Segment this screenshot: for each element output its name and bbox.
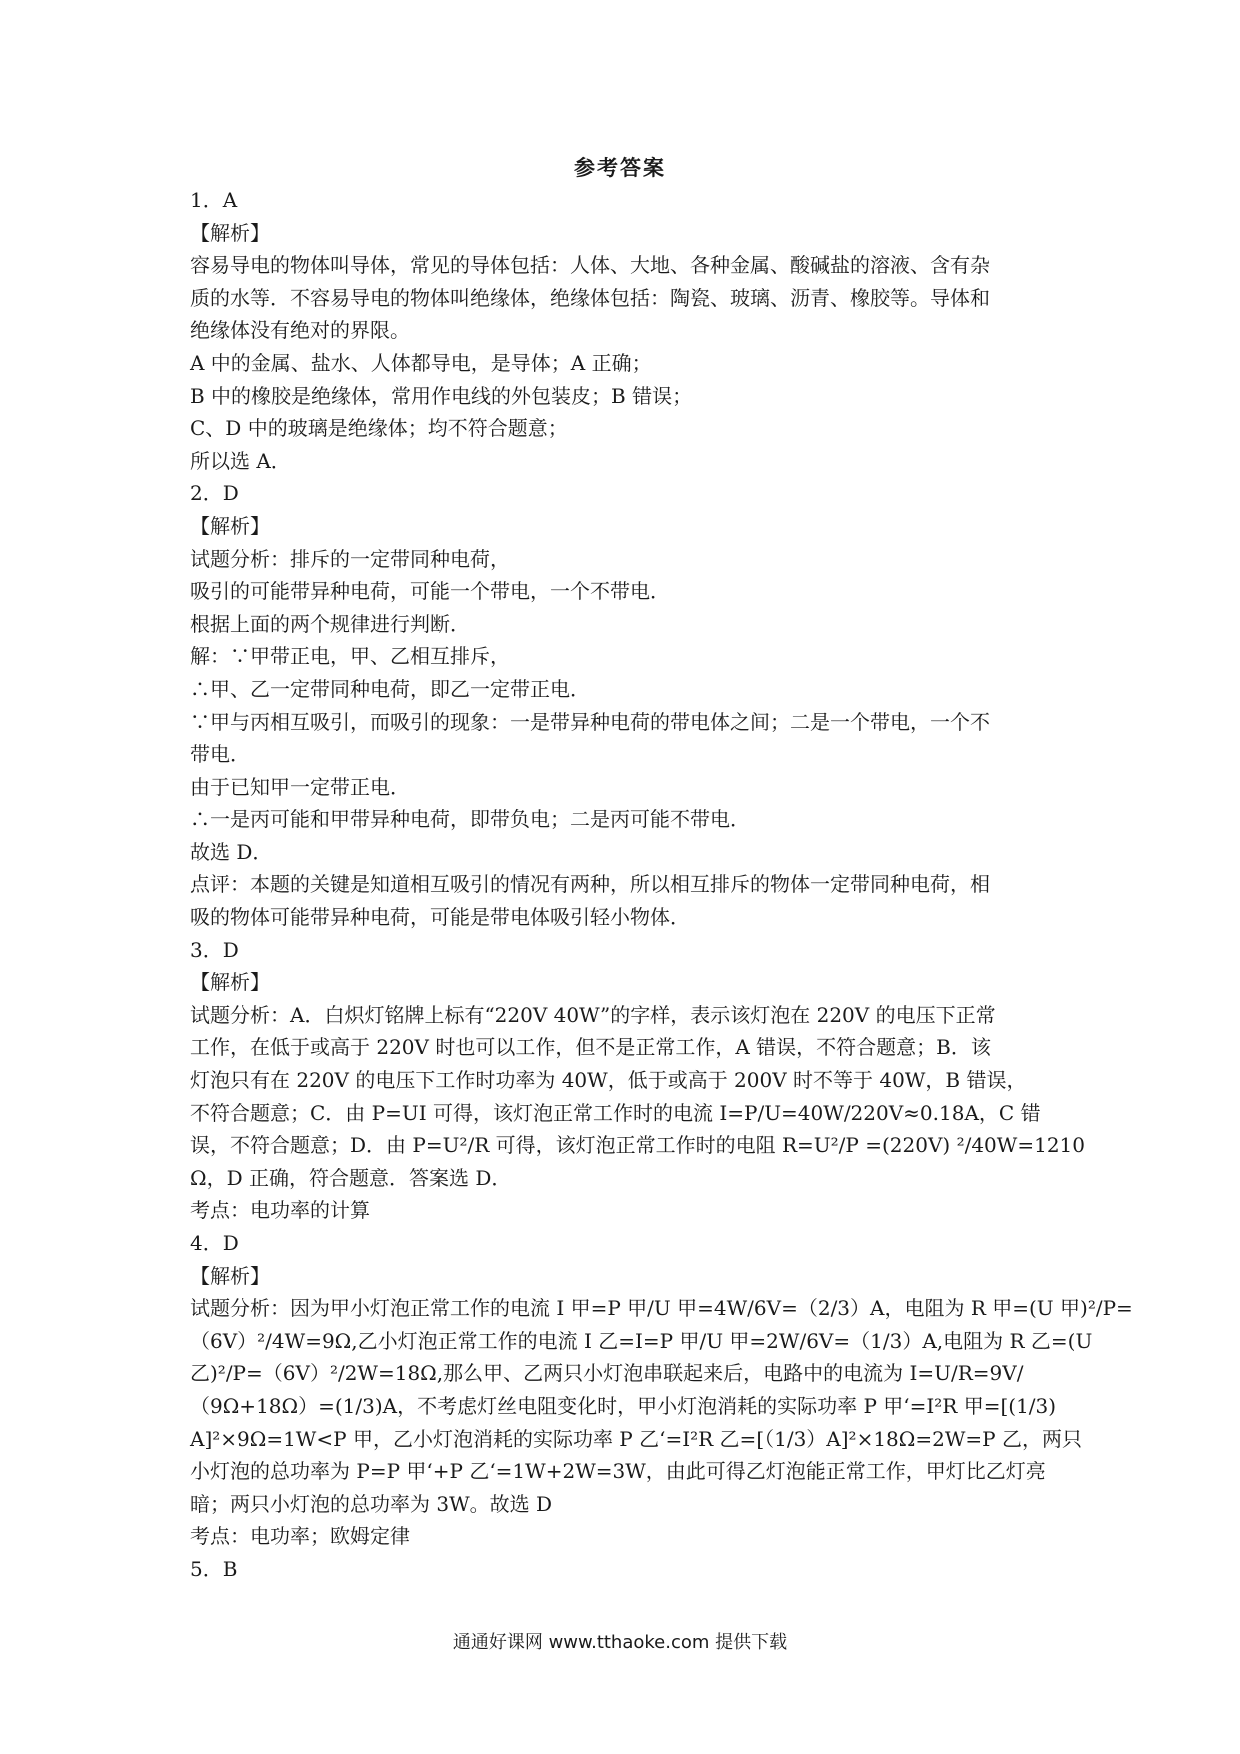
text-line: 暗；两只小灯泡的总功率为 3W。故选 D bbox=[190, 1491, 553, 1516]
text-line: 根据上面的两个规律进行判断． bbox=[190, 611, 470, 636]
text-line: 带电． bbox=[190, 742, 250, 767]
text-line: 3．D bbox=[190, 937, 239, 962]
text-line: 1．A bbox=[190, 188, 238, 212]
text-line: 【解析】 bbox=[190, 970, 270, 995]
text-line: ∵甲与丙相互吸引，而吸引的现象：一是带异种电荷的带电体之间；二是一个带电，一个不 bbox=[190, 709, 990, 734]
text-line: ∴甲、乙一定带同种电荷，即乙一定带正电． bbox=[190, 676, 590, 701]
text-line: 2．D bbox=[190, 481, 239, 506]
text-line: A 中的金属、盐水、人体都导电，是导体；A 正确； bbox=[190, 350, 652, 375]
text-line: （6V）²/4W=9Ω,乙小灯泡正常工作的电流 I 乙=I=P 甲/U 甲=2W/6V=（1/3）A,电阻为 R 乙=(U bbox=[190, 1328, 1093, 1353]
text-line: ∴一是丙可能和甲带异种电荷，即带负电；二是丙可能不带电． bbox=[190, 807, 750, 832]
text-line: 试题分析：因为甲小灯泡正常工作的电流 I 甲=P 甲/U 甲=4W/6V=（2/3）A，电阻为 R 甲=(U 甲)²/P= bbox=[190, 1296, 1133, 1321]
text-line: 灯泡只有在 220V 的电压下工作时功率为 40W，低于或高于 200V 时不等于 40W，B 错误， bbox=[190, 1068, 1027, 1093]
page-footer: 通通好课网 www.tthaoke.com 提供下载 bbox=[452, 1632, 788, 1653]
text-line: 5．B bbox=[190, 1556, 238, 1581]
text-line: （9Ω+18Ω）=(1/3)A，不考虑灯丝电阻变化时，甲小灯泡消耗的实际功率 P 甲‘=I²R 甲=[(1/3) bbox=[190, 1393, 1057, 1418]
text-line: 工作，在低于或高于 220V 时也可以工作，但不是正常工作，A 错误，不符合题意；B．该 bbox=[190, 1035, 991, 1060]
text-line: 考点：电功率的计算 bbox=[190, 1198, 370, 1223]
answer-body bbox=[190, 184, 1133, 1586]
text-line: Ω，D 正确，符合题意．答案选 D． bbox=[190, 1165, 512, 1190]
text-line: 解：∵甲带正电，甲、乙相互排斥， bbox=[190, 644, 510, 669]
text-line: 试题分析：排斥的一定带同种电荷， bbox=[190, 546, 510, 571]
text-line: C、D 中的玻璃是绝缘体；均不符合题意； bbox=[190, 416, 568, 441]
text-line: 故选 D． bbox=[190, 839, 273, 864]
text-line: 吸的物体可能带异种电荷，可能是带电体吸引轻小物体． bbox=[190, 905, 690, 930]
text-line: B 中的橡胶是绝缘体，常用作电线的外包装皮；B 错误； bbox=[190, 383, 693, 408]
text-line: 4．D bbox=[190, 1231, 239, 1255]
text-line: 误，不符合题意；D．由 P=U²/R 可得，该灯泡正常工作时的电阻 R=U²/P =(220V) ²/40W=1210 bbox=[190, 1133, 1085, 1158]
text-line: 所以选 A． bbox=[190, 448, 291, 473]
text-line: 【解析】 bbox=[190, 1263, 270, 1288]
text-line: 【解析】 bbox=[190, 220, 270, 245]
text-line: 质的水等．不容易导电的物体叫绝缘体，绝缘体包括：陶瓷、玻璃、沥青、橡胶等。导体和 bbox=[190, 285, 990, 310]
text-line: 点评：本题的关键是知道相互吸引的情况有两种，所以相互排斥的物体一定带同种电荷，相 bbox=[190, 872, 990, 897]
text-line: 考点：电功率；欧姆定律 bbox=[190, 1524, 410, 1549]
text-line: 试题分析：A．白炽灯铭牌上标有“220V 40W”的字样，表示该灯泡在 220V 的电压下正常 bbox=[190, 1002, 996, 1027]
text-line: 吸引的可能带异种电荷，可能一个带电，一个不带电． bbox=[190, 579, 670, 604]
page-title: 参考答案 bbox=[574, 155, 666, 180]
text-line: 小灯泡的总功率为 P=P 甲‘+P 乙‘=1W+2W=3W，由此可得乙灯泡能正常工作，甲灯比乙灯亮 bbox=[190, 1459, 1046, 1484]
text-line: 绝缘体没有绝对的界限。 bbox=[190, 318, 410, 343]
text-line: 【解析】 bbox=[190, 513, 270, 538]
text-line: A]²×9Ω=1W<P 甲，乙小灯泡消耗的实际功率 P 乙‘=I²R 乙=[（1/3）A]²×18Ω=2W=P 乙，两只 bbox=[190, 1426, 1082, 1451]
text-line: 不符合题意；C．由 P=UI 可得，该灯泡正常工作时的电流 I=P/U=40W/220V≈0.18A，C 错 bbox=[190, 1100, 1041, 1125]
text-line: 容易导电的物体叫导体，常见的导体包括：人体、大地、各种金属、酸碱盐的溶液、含有杂 bbox=[190, 253, 990, 278]
text-line: 由于已知甲一定带正电． bbox=[190, 774, 410, 799]
text-line: 乙)²/P=（6V）²/2W=18Ω,那么甲、乙两只小灯泡串联起来后，电路中的电流为 I=U/R=9V/ bbox=[190, 1361, 1024, 1386]
